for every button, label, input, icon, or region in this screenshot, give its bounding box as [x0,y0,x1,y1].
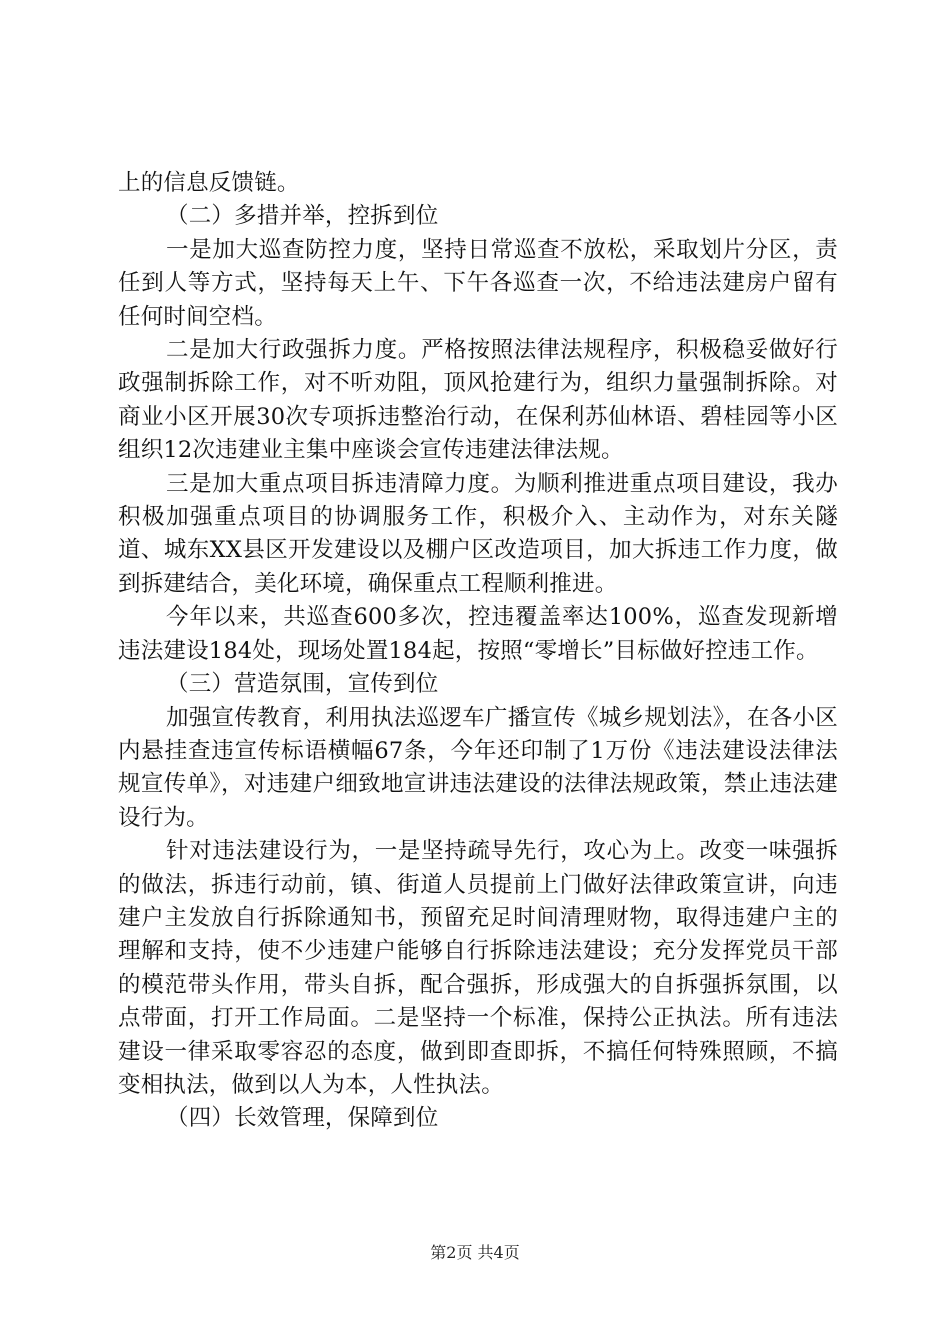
paragraph-continuation: 上的信息反馈链。 [118,170,300,196]
paragraph-demolition: 二是加大行政强拆力度。严格按照法律法规程序，积极稳妥做好行政强制拆除工作，对不听劝阻，顶风抢建行为，组织力量强制拆除。对商业小区开展30次专项拆违整治行动，在保利苏仙林语、碧桂园等小区组织12次违建业主集中座谈会宣传违建法律法规。 [118,337,838,464]
paragraph-statistics: 今年以来，共巡查600多次，控违覆盖率达100%，巡查发现新增违法建设184处，现场处置184起，按照“零增长”目标做好控违工作。 [118,604,838,664]
section-heading-2: （二）多措并举，控拆到位 [166,203,439,230]
section-heading-3: （三）营造氛围，宣传到位 [166,671,439,698]
paragraph-guidance: 针对违法建设行为，一是坚持疏导先行，攻心为上。改变一味强拆的做法，拆违行动前，镇、街道人员提前上门做好法律政策宣讲，向违建户主发放自行拆除通知书，预留充足时间清理财物，取得违建户主的理解和支持，使不少违建户能够自行拆除违法建设；充分发挥党员干部的模范带头作用，带头自拆，配合强拆，形成强大的自拆强拆氛围，以点带面，打开工作局面。二是坚持一个标准，保持公正执法。所有违法建设一律采取零容忍的态度，做到即查即拆，不搞任何特殊照顾，不搞变相执法，做到以人为本，人性执法。 [118,838,838,1098]
paragraph-patrol: 一是加大巡查防控力度，坚持日常巡查不放松，采取划片分区，责任到人等方式，坚持每天上午、下午各巡查一次，不给违法建房户留有任何时间空档。 [118,236,838,330]
page-number-footer: 第2页 共4页 [430,1243,520,1262]
section-heading-4: （四）长效管理，保障到位 [166,1105,439,1132]
paragraph-publicity: 加强宣传教育，利用执法巡逻车广播宣传《城乡规划法》，在各小区内悬挂查违宣传标语横幅67条，今年还印制了1万份《违法建设法律法规宣传单》，对违建户细致地宣讲违法建设的法律法规政策，禁止违法建设行为。 [118,704,838,831]
paragraph-key-projects: 三是加大重点项目拆违清障力度。为顺利推进重点项目建设，我办积极加强重点项目的协调服务工作，积极介入、主动作为，对东关隧道、城东XX县区开发建设以及棚户区改造项目，加大拆违工作力度，做到拆建结合，美化环境，确保重点工程顺利推进。 [118,470,838,597]
document-body [118,167,838,1136]
